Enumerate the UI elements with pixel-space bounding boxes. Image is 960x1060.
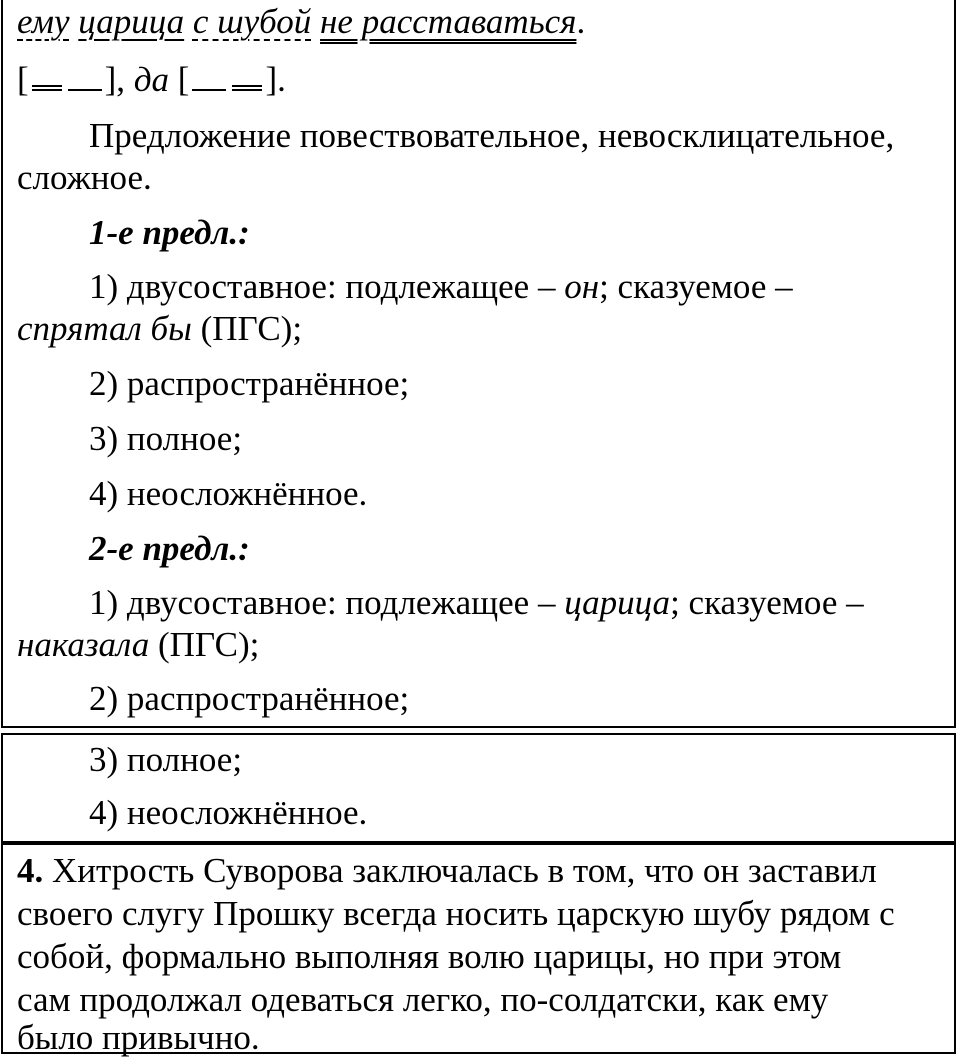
- second-item-4: 4) неосложнённое.: [89, 793, 368, 832]
- first-item-1: 1) двусоставное: подлежащее – он; сказуемое –: [89, 267, 793, 306]
- first-item-2: 2) распространённое;: [89, 364, 410, 403]
- second-sentence-heading: 2-е предл.:: [89, 529, 250, 568]
- answer-box-4: [1, 843, 956, 1057]
- sentence-end: .: [576, 2, 586, 41]
- first-item-3: 3) полное;: [89, 419, 243, 458]
- sentence-fragment-line: [17, 0, 940, 44]
- scheme-bracket: ],: [104, 60, 126, 99]
- first-item-4: 4) неосложнённое.: [89, 474, 368, 513]
- second-item-2: 2) распространённое;: [89, 679, 410, 718]
- answer-line-5: было привычно.: [17, 1018, 260, 1057]
- first-sentence-heading: 1-е предл.:: [89, 213, 250, 252]
- word-tsaritsa: царица: [78, 2, 185, 41]
- scheme-bracket: [: [177, 60, 190, 99]
- analysis-box-2: [1, 733, 956, 843]
- first-item-1-cont: спрятал бы (ПГС);: [17, 309, 303, 348]
- word-ne-rasstavatsya: не расставаться: [320, 2, 577, 41]
- subject-mark: [68, 89, 102, 91]
- predicate-mark: [232, 85, 262, 91]
- intro-line-2: сложное.: [17, 158, 152, 197]
- answer-line-1: 4. Хитрость Суворова заключалась в том, что он заставил: [17, 851, 877, 890]
- scheme-bracket: ].: [265, 60, 286, 99]
- answer-line-3: собой, формально выполняя волю царицы, но при этом: [17, 937, 842, 976]
- answer-line-2: своего слугу Прошку всегда носить царскую шубу рядом с: [17, 894, 895, 933]
- word-s-shuboy: с шубой: [192, 2, 312, 41]
- predicate-mark: [32, 85, 62, 91]
- analysis-box-1: [1, 0, 956, 728]
- word-emu: ему: [17, 2, 70, 41]
- second-item-1: 1) двусоставное: подлежащее – царица; сказуемое –: [89, 583, 864, 622]
- second-item-1-cont: наказала (ПГС);: [17, 625, 260, 664]
- second-item-3: 3) полное;: [89, 740, 243, 779]
- scheme-bracket: [: [17, 60, 29, 99]
- scheme-conjunction: да: [133, 60, 170, 99]
- answer-line-4: сам продолжал одеваться легко, по-солдатски, как ему: [17, 980, 829, 1019]
- subject-mark: [192, 89, 226, 91]
- intro-line-1: Предложение повествовательное, невосклицательное,: [89, 116, 895, 155]
- answer-number: 4.: [17, 851, 44, 890]
- sentence-scheme: [17, 58, 940, 102]
